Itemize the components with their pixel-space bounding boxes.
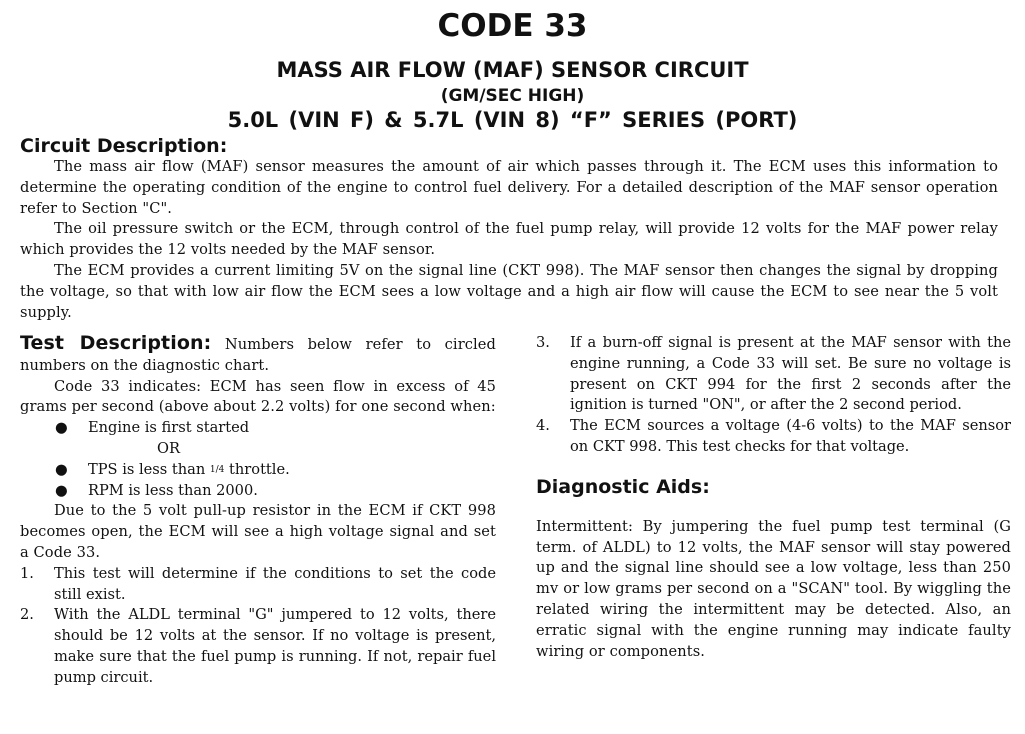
condition-text: TPS is less than: [88, 460, 210, 478]
test-description-heading: Test Description:: [20, 332, 212, 354]
test-description-intro: [20, 333, 496, 377]
bullet-icon: ●: [55, 419, 68, 437]
condition-list: [20, 460, 496, 502]
circuit-paragraph: The ECM provides a current limiting 5V on the signal line (CKT 998). The MAF sensor then changes the signal by dropping the voltage, so that with low air flow the ECM sees a low voltage and a high air flow will cause the ECM to see near the 5 volt supply.: [20, 261, 998, 321]
list-item: [20, 605, 496, 688]
diagnostic-aids-text: Intermittent: By jumpering the fuel pump test terminal (G term. of ALDL) to 12 volts, the MAF sensor will stay powered up and the signal line should see a low voltage, less than 250 mv or low grams per second on a "SCAN" tool. By wiggling the related wiring the intermittent may be detected. Also, an erratic signal with the engine running may indicate faulty wiring or components.: [536, 517, 1011, 660]
or-separator: OR: [157, 439, 180, 457]
circuit-description-heading: Circuit Description:: [20, 135, 228, 157]
step-text: If a burn-off signal is present at the MAF sensor with the engine running, a Code 33 will set. Be sure no voltage is present on CKT 994 for the first 2 seconds after the ignition is turned "ON", or after the 2 second period.: [570, 334, 1011, 414]
bullet-icon: ●: [55, 481, 68, 499]
step-number: 2.: [20, 606, 34, 624]
circuit-title: MASS AIR FLOW (MAF) SENSOR CIRCUIT: [276, 58, 749, 82]
step-number: 1.: [20, 564, 34, 582]
step-number: 4.: [536, 417, 550, 435]
fraction-text: 1/4: [209, 464, 225, 475]
step-text: With the ALDL terminal "G" jumpered to 12 volts, there should be 12 volts at the sensor. If no voltage is present, make sure that the fuel pump is running. If not, repair fuel pump circuit.: [54, 606, 496, 686]
test-description-column: [20, 333, 496, 689]
condition-text: Engine is first started: [88, 419, 250, 437]
engine-series-subtitle: 5.0L (VIN F) & 5.7L (VIN 8) “F” SERIES (PORT): [227, 108, 798, 132]
condition-text: throttle.: [224, 460, 290, 478]
code-title: CODE 33: [437, 8, 588, 44]
list-item: [536, 416, 1011, 458]
bullet-icon: ●: [55, 460, 68, 478]
list-item: [20, 418, 496, 439]
circuit-paragraph: The oil pressure switch or the ECM, through control of the fuel pump relay, will provide 12 volts for the MAF power relay which provides the 12 volts needed by the MAF sensor.: [20, 220, 998, 259]
test-description-intro-text: Numbers below refer to circled numbers on the diagnostic chart.: [20, 336, 496, 374]
condition-list: [20, 418, 496, 439]
list-item: [20, 460, 496, 481]
diagnostic-aids-heading: Diagnostic Aids:: [536, 475, 710, 498]
step-text: This test will determine if the conditions to set the code still exist.: [54, 564, 496, 603]
right-column: [536, 333, 1011, 662]
step-text: The ECM sources a voltage (4-6 volts) to the MAF sensor on CKT 998. This test checks for that voltage.: [570, 417, 1011, 455]
step-number: 3.: [536, 334, 550, 351]
code-indicates-text: Code 33 indicates: ECM has seen flow in excess of 45 grams per second (above about 2.2 volts) for one second when:: [20, 377, 496, 416]
condition-text: RPM is less than 2000.: [88, 481, 258, 499]
test-steps-list: [20, 564, 496, 689]
list-item: [20, 564, 496, 606]
pullup-text: Due to the 5 volt pull-up resistor in the ECM if CKT 998 becomes open, the ECM will see a high voltage signal and set a Code 33.: [20, 502, 496, 561]
circuit-paragraph: The mass air flow (MAF) sensor measures the amount of air which passes through it. The ECM uses this information to determine the operating condition of the engine to control fuel delivery. For a detailed description of the MAF sensor operation refer to Section "C".: [20, 158, 998, 217]
test-steps-list: [536, 333, 1011, 458]
condition-subtitle: (GM/SEC HIGH): [440, 86, 585, 106]
list-item: [536, 333, 1011, 416]
list-item: [20, 481, 496, 502]
circuit-description-section: [20, 135, 998, 323]
